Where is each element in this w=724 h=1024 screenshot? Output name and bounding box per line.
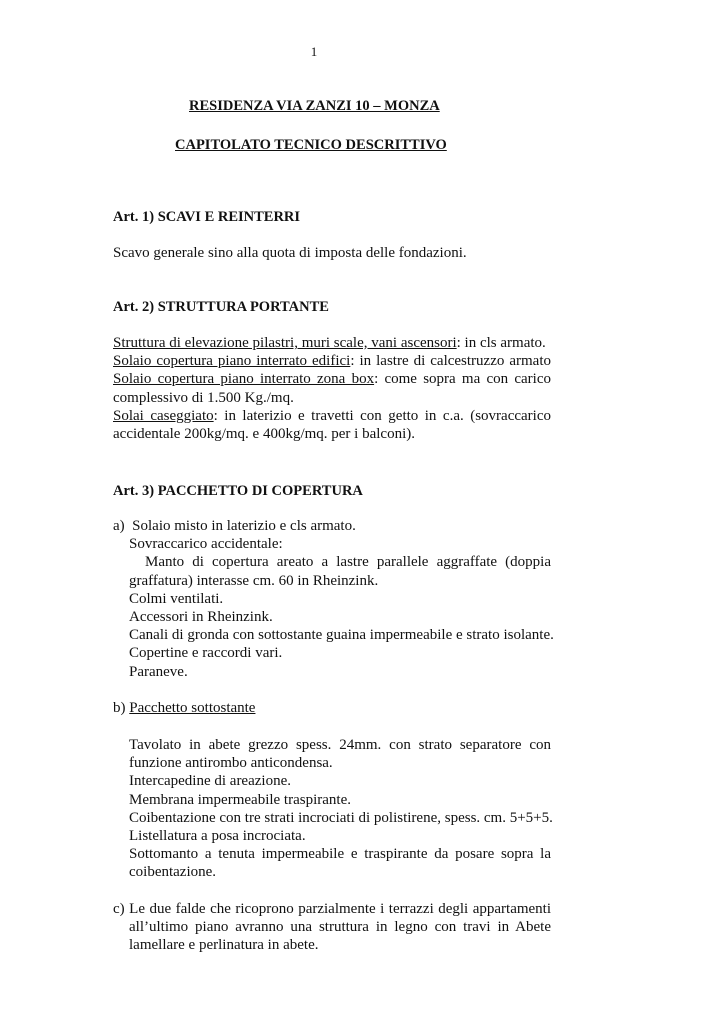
section-b-title: Pacchetto sottostante bbox=[129, 700, 256, 716]
art3-section-a bbox=[113, 517, 554, 681]
section-c-line: all’ultimo piano avranno una struttura in legno con travi in Abete bbox=[129, 919, 551, 936]
art2-item-text: : come sopra ma con carico complessivo di 1.500 Kg./mq. bbox=[113, 371, 551, 406]
art2-item-text: : in lastre di calcestruzzo armato bbox=[350, 353, 551, 370]
section-a-line: Paraneve. bbox=[129, 663, 188, 680]
art2-item-label: Solai caseggiato bbox=[113, 407, 214, 424]
art2-item-text: : in cls armato. bbox=[456, 335, 546, 351]
section-c-line: lamellare e perlinatura in abete. bbox=[129, 937, 319, 954]
section-b-line: coibentazione. bbox=[129, 864, 217, 881]
art3-section-c bbox=[113, 900, 551, 955]
section-a-line: Colmi ventilati. bbox=[129, 590, 224, 607]
section-c-marker: c) bbox=[113, 901, 125, 917]
section-c-text: Le due falde che ricoprono parzialmente i terrazzi degli appartamenti bbox=[129, 901, 552, 917]
section-a-line: Copertine e raccordi vari. bbox=[129, 645, 283, 662]
art2-item-label: Solaio copertura piano interrato edifici bbox=[113, 353, 351, 370]
section-b-line: Membrana impermeabile traspirante. bbox=[129, 791, 351, 808]
section-a-marker: a) bbox=[113, 518, 125, 534]
art2-item bbox=[113, 407, 551, 443]
art3-section-b bbox=[113, 736, 551, 882]
art2-heading: Art. 2) STRUTTURA PORTANTE bbox=[113, 299, 329, 315]
art2-item-label: Struttura di elevazione pilastri, muri scale, vani ascensori bbox=[113, 335, 457, 351]
section-a-line: graffatura) interasse cm. 60 in Rheinzink. bbox=[129, 572, 379, 589]
section-a-line: Manto di copertura areato a lastre parallele aggraffate (doppia bbox=[145, 554, 551, 571]
section-a-line: Accessori in Rheinzink. bbox=[129, 609, 273, 626]
section-b-marker: b) bbox=[113, 700, 126, 716]
art2-item bbox=[113, 370, 551, 406]
section-a-line bbox=[113, 517, 551, 535]
art2-body bbox=[113, 334, 551, 443]
section-a-line: Canali di gronda con sottostante guaina impermeabile e strato isolante. bbox=[129, 627, 554, 644]
section-c-line bbox=[113, 900, 551, 918]
art3-section-b-title bbox=[113, 699, 551, 717]
section-a-text: Solaio misto in laterizio e cls armato. bbox=[132, 518, 356, 534]
page-number: 1 bbox=[310, 44, 318, 59]
section-b-line: Intercapedine di areazione. bbox=[129, 773, 291, 790]
document-title: RESIDENZA VIA ZANZI 10 – MONZA bbox=[189, 98, 440, 114]
section-b-line: funzione antirombo anticondensa. bbox=[129, 755, 333, 772]
art2-item-text: : in laterizio e travetti con getto in c.a. (sovraccarico accidentale 200kg/mq. e 400kg/mq. per i balconi). bbox=[113, 407, 551, 443]
art2-item bbox=[113, 352, 551, 370]
section-b-line: Coibentazione con tre strati incrociati di polistirene, spess. cm. 5+5+5. bbox=[129, 809, 553, 826]
art3-heading: Art. 3) PACCHETTO DI COPERTURA bbox=[113, 483, 363, 499]
section-b-line: Listellatura a posa incrociata. bbox=[129, 828, 306, 845]
document-subtitle: CAPITOLATO TECNICO DESCRITTIVO bbox=[175, 137, 447, 153]
art2-item-label: Solaio copertura piano interrato zona box bbox=[113, 371, 375, 388]
art1-text: Scavo generale sino alla quota di imposta delle fondazioni. bbox=[113, 245, 467, 261]
section-b-line: Tavolato in abete grezzo spess. 24mm. con strato separatore con bbox=[129, 737, 551, 753]
art2-item bbox=[113, 334, 551, 352]
art1-heading: Art. 1) SCAVI E REINTERRI bbox=[113, 209, 301, 225]
section-b-line: Sottomanto a tenuta impermeabile e traspirante da posare sopra la bbox=[129, 846, 551, 863]
section-a-line: Sovraccarico accidentale: bbox=[129, 536, 283, 553]
